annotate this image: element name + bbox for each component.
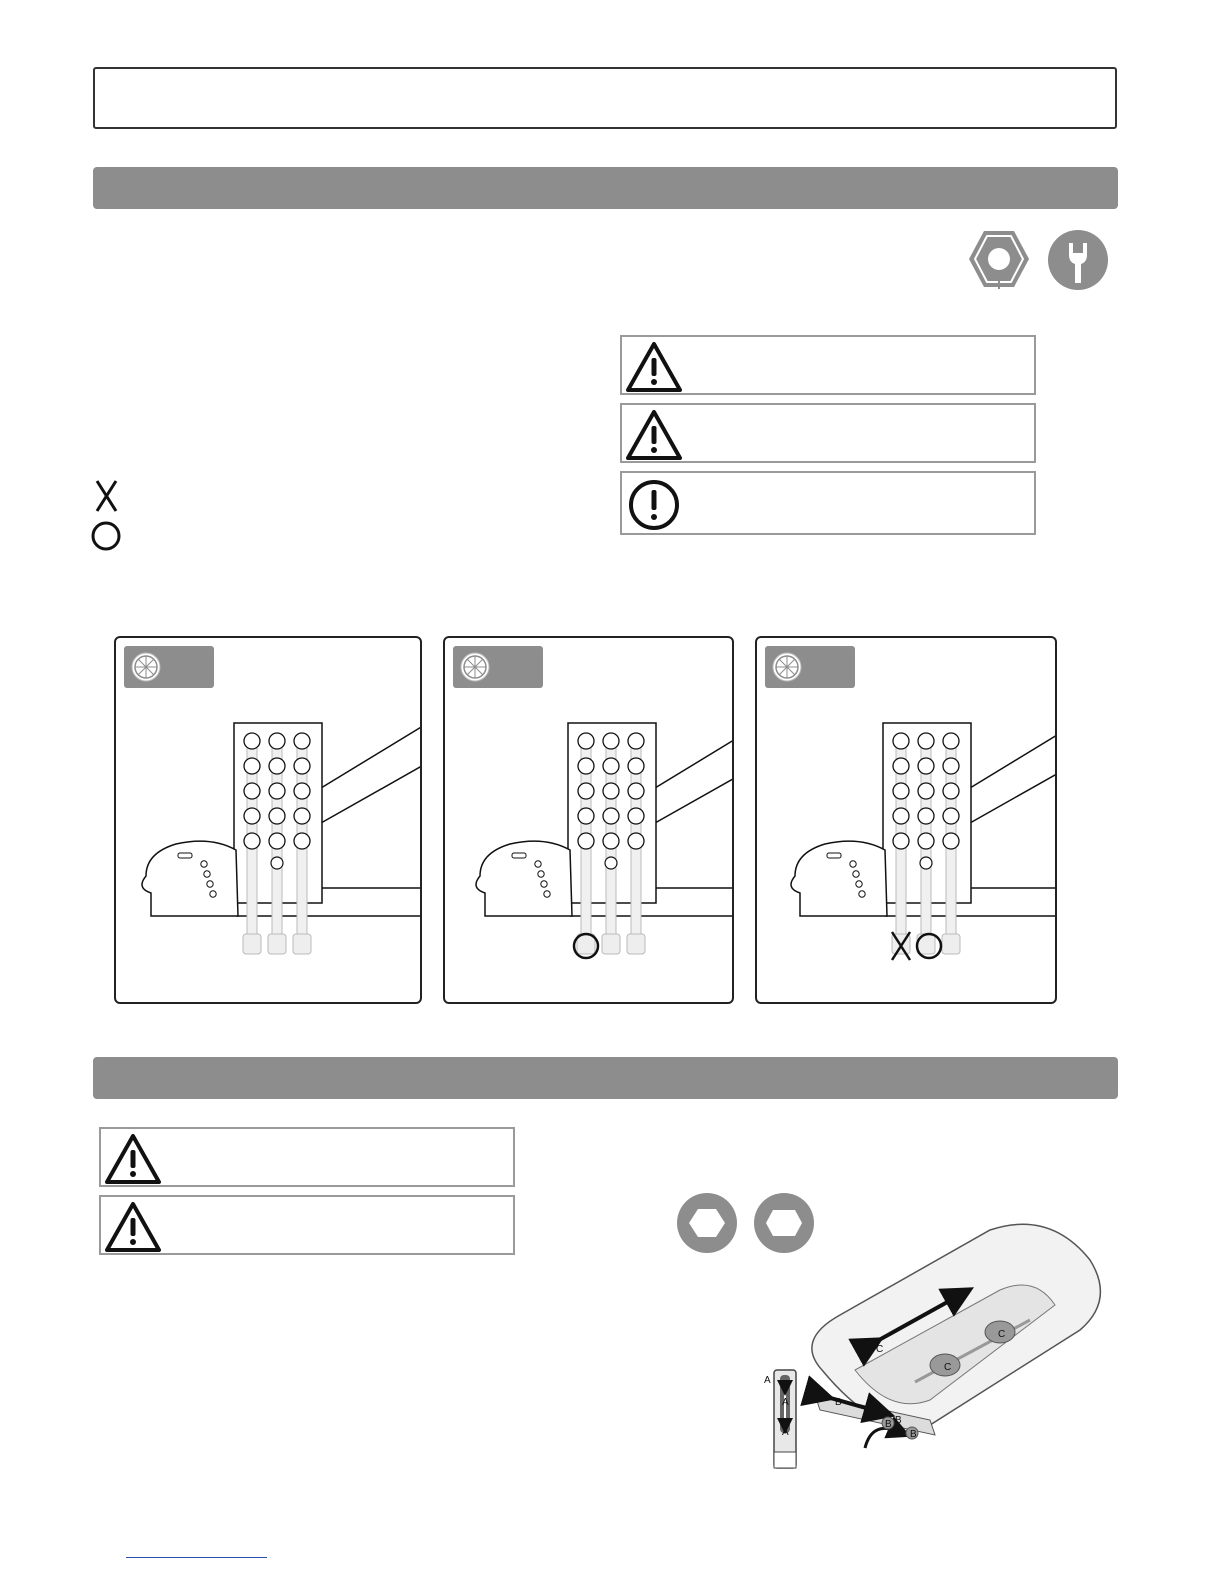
hole bbox=[578, 733, 594, 749]
hub-hole bbox=[538, 871, 544, 877]
hub-hole bbox=[853, 871, 859, 877]
hole bbox=[603, 783, 619, 799]
warning-triangle-icon bbox=[626, 409, 682, 461]
hole bbox=[269, 733, 285, 749]
hole bbox=[628, 758, 644, 774]
hole bbox=[269, 758, 285, 774]
circle-mark-icon bbox=[90, 520, 124, 554]
diagram-panel-3 bbox=[755, 636, 1057, 1004]
adjustment-diagram bbox=[757, 638, 1057, 1004]
hole bbox=[294, 783, 310, 799]
warning-box-1 bbox=[620, 335, 1036, 395]
hub-part bbox=[476, 841, 572, 916]
frame-arm bbox=[655, 718, 734, 788]
adjustment-diagram bbox=[445, 638, 734, 1004]
diagram-panel-1 bbox=[114, 636, 422, 1004]
seat-adjustment-figure bbox=[760, 1220, 1110, 1488]
label-c: C bbox=[876, 1344, 884, 1355]
diagram-panel-2 bbox=[443, 636, 734, 1004]
label-b: B bbox=[835, 1397, 842, 1408]
hole bbox=[628, 808, 644, 824]
hole bbox=[943, 783, 959, 799]
hub-part bbox=[791, 841, 887, 916]
notice-box bbox=[620, 471, 1036, 535]
legend-cross bbox=[92, 478, 122, 514]
cross-mark-icon bbox=[92, 478, 122, 514]
axle-end bbox=[627, 934, 645, 954]
hole bbox=[294, 808, 310, 824]
section-bar-2 bbox=[93, 1057, 1118, 1099]
hole bbox=[918, 783, 934, 799]
hole bbox=[294, 733, 310, 749]
label-b: B bbox=[895, 1415, 902, 1426]
label-a: A bbox=[764, 1375, 771, 1386]
hole bbox=[244, 733, 260, 749]
warning-box-2 bbox=[620, 403, 1036, 463]
hub-hole bbox=[210, 891, 216, 897]
axle-end bbox=[942, 934, 960, 954]
hole bbox=[294, 758, 310, 774]
hole bbox=[244, 808, 260, 824]
frame-arm bbox=[970, 758, 1057, 823]
hole bbox=[605, 857, 617, 869]
frame-arm bbox=[970, 718, 1057, 788]
axle-end bbox=[268, 934, 286, 954]
hole bbox=[918, 808, 934, 824]
hole bbox=[920, 857, 932, 869]
hole bbox=[628, 783, 644, 799]
hole bbox=[578, 783, 594, 799]
hole bbox=[943, 808, 959, 824]
hole bbox=[893, 733, 909, 749]
label-b: B bbox=[910, 1429, 917, 1440]
frame-arm bbox=[321, 758, 422, 823]
hole bbox=[244, 833, 260, 849]
hole bbox=[269, 783, 285, 799]
legend-circle bbox=[90, 520, 124, 554]
frame-arm bbox=[655, 758, 734, 823]
hole bbox=[578, 758, 594, 774]
warning-triangle-icon bbox=[626, 341, 682, 393]
hub-hole bbox=[541, 881, 547, 887]
wrench-icon bbox=[1047, 229, 1109, 291]
title-box bbox=[93, 67, 1117, 129]
hole bbox=[603, 758, 619, 774]
hole bbox=[893, 808, 909, 824]
diagram-group bbox=[476, 718, 734, 958]
hole bbox=[578, 808, 594, 824]
axle-end bbox=[243, 934, 261, 954]
hole bbox=[269, 833, 285, 849]
footer-link[interactable] bbox=[126, 1557, 267, 1558]
hole bbox=[943, 758, 959, 774]
hole bbox=[893, 758, 909, 774]
hub-hole bbox=[201, 861, 207, 867]
hole bbox=[628, 833, 644, 849]
hub-hole bbox=[856, 881, 862, 887]
hole bbox=[244, 783, 260, 799]
hole bbox=[603, 833, 619, 849]
hole bbox=[943, 833, 959, 849]
axle-end bbox=[602, 934, 620, 954]
hole bbox=[603, 808, 619, 824]
hole bbox=[578, 833, 594, 849]
hole bbox=[269, 808, 285, 824]
label-a: A bbox=[782, 1427, 789, 1438]
hole bbox=[943, 733, 959, 749]
exclamation-circle-icon bbox=[626, 477, 682, 533]
diagram-group bbox=[791, 718, 1057, 960]
hole bbox=[628, 733, 644, 749]
label-a: A bbox=[782, 1397, 789, 1408]
diagram-group bbox=[142, 718, 422, 954]
hub-hole bbox=[850, 861, 856, 867]
hole bbox=[294, 833, 310, 849]
hub-hole bbox=[204, 871, 210, 877]
warning-box-4 bbox=[99, 1195, 515, 1255]
hole bbox=[918, 758, 934, 774]
hub-hole bbox=[535, 861, 541, 867]
label-c: C bbox=[944, 1362, 952, 1373]
hub-part bbox=[142, 841, 238, 916]
axle-end bbox=[293, 934, 311, 954]
hole bbox=[244, 758, 260, 774]
hole bbox=[603, 733, 619, 749]
frame-arm bbox=[321, 718, 422, 788]
hole bbox=[893, 783, 909, 799]
label-c: C bbox=[998, 1329, 1006, 1340]
adjustment-diagram bbox=[116, 638, 422, 1004]
nut-icon bbox=[968, 229, 1030, 289]
hole bbox=[893, 833, 909, 849]
warning-triangle-icon bbox=[105, 1201, 161, 1253]
warning-box-3 bbox=[99, 1127, 515, 1187]
label-b: B bbox=[885, 1419, 892, 1430]
hub-hole bbox=[544, 891, 550, 897]
hex-socket-icon bbox=[676, 1192, 738, 1254]
section-bar-1 bbox=[93, 167, 1118, 209]
hole bbox=[918, 733, 934, 749]
hub-hole bbox=[207, 881, 213, 887]
label-c: C bbox=[952, 1300, 960, 1311]
warning-triangle-icon bbox=[105, 1133, 161, 1185]
hole bbox=[918, 833, 934, 849]
hole bbox=[271, 857, 283, 869]
hub-hole bbox=[859, 891, 865, 897]
